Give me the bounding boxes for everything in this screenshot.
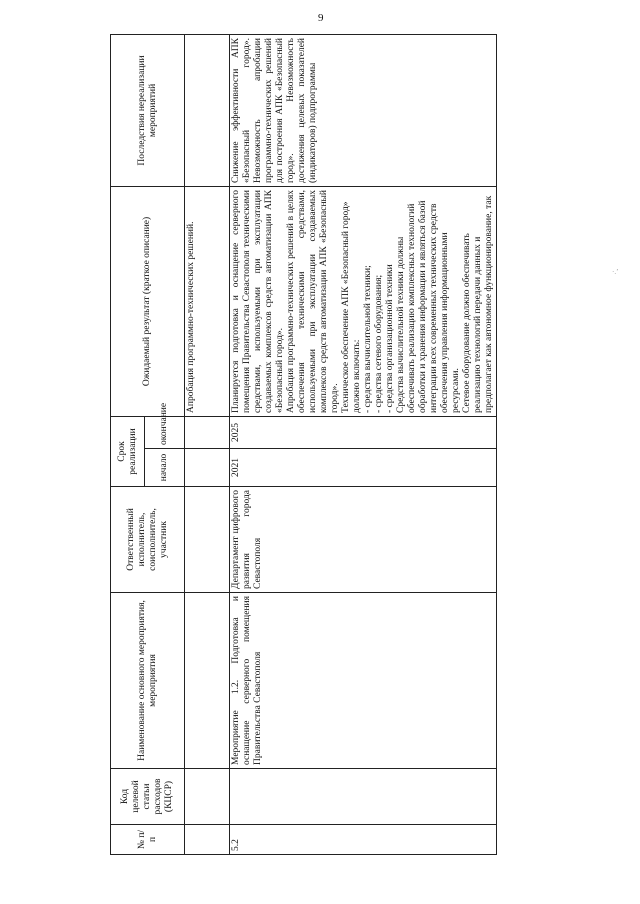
cell-start: 2021 [230, 449, 497, 487]
cell-consequences: Снижение эффективности АПК «Безопасный город». Невозможность апробации программно-технических решений для построения АПК «Безопасный город». Невозможность достижения целевых показателей (индикаторов) подпрограммы [230, 34, 497, 186]
header-num: № п/п [111, 825, 185, 855]
header-start: начало [145, 449, 185, 487]
cell-name: Мероприятие 1.2. Подготовка и оснащение серверного помещения Правительства Севастополя [230, 593, 497, 769]
cell-result [230, 186, 497, 416]
scan-mark: ·.’ [612, 268, 619, 276]
list-item: - средства организационной техники [385, 264, 395, 413]
result-paragraph-1: Планируется подготовка и оснащение серверного помещения Правительства Севастополя техническими средствами, используемыми при эксплуатации создаваемых комплексов средств автоматизации АПК «Безопасный город». [231, 189, 285, 413]
cell-responsible: Департамент цифрового развития города Севастополя [230, 487, 497, 593]
cell-empty [185, 449, 230, 487]
header-consequences: Последствия нереализации мероприятий [111, 34, 185, 186]
header-result: Ожидаемый результат (краткое описание) [111, 186, 185, 416]
list-item: - средства вычислительной техники; [363, 265, 373, 413]
header-term: Срок реализации [111, 416, 145, 486]
result-paragraph-3: Техническое обеспечение АПК «Безопасный город» должно включать: [341, 201, 362, 413]
cell-result-continued: Апробация программно-технических решений. [185, 186, 230, 416]
header-responsible: Ответственный исполнитель, соисполнитель, участник [111, 487, 185, 593]
cell-empty [185, 416, 230, 448]
cell-num: 5.2 [230, 825, 497, 855]
cell-end: 2025 [230, 416, 497, 448]
cell-empty [185, 593, 230, 769]
table-row-continued [185, 34, 230, 854]
list-item: - средства сетевого оборудования; [374, 274, 384, 413]
result-paragraph-5: Сетевое оборудование должно обеспечивать реализацию технологий передачи данных и предполагает как автономное функционирование, так [462, 195, 494, 413]
header-name: Наименование основного мероприятия, мероприятия [111, 593, 185, 769]
rotated-table-container [110, 35, 510, 855]
page-number: 9 [318, 12, 324, 24]
header-end: окончание [145, 416, 185, 448]
cell-empty [185, 825, 230, 855]
cell-empty [185, 769, 230, 825]
result-list [363, 190, 396, 413]
cell-empty [185, 34, 230, 186]
measures-table [110, 34, 497, 855]
header-row [111, 34, 145, 854]
result-paragraph-2: Апробация программно-технических решений в целях обеспечения техническими средствами, используемыми при эксплуатации создаваемых комплексов средств автоматизации АПК «Безопасный город». [286, 189, 340, 413]
cell-code [230, 769, 497, 825]
result-paragraph-4: Средства вычислительной техники должны обеспечивать реализацию комплексных технологий обработки и хранения информации и являться базой интеграции всех современных технических средств обеспечения управления информационными ресурсами. [396, 200, 461, 413]
table-row-5-2 [230, 34, 497, 854]
header-code: Код целевой статьи расходов (КЦСР) [111, 769, 185, 825]
cell-empty [185, 487, 230, 593]
